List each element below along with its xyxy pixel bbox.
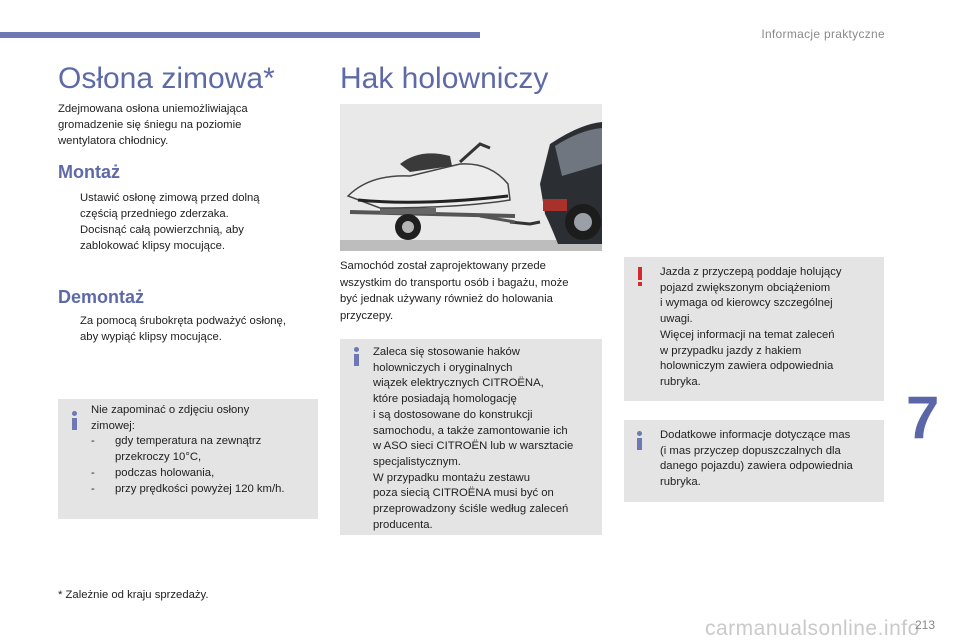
winter-cover-info-box [58, 399, 318, 519]
removal-step-1: Za pomocą śrubokręta podważyć osłonę, aby wypiąć klipsy mocujące. [80, 315, 286, 343]
car-with-jetski-trailer-image [340, 104, 602, 251]
winter-cover-info-text: Nie zapominać o zdjęciu osłony zimowej: - gdy temperatura na zewnątrz przekroczy 10°C, - podczas holowania, - przy prędkości powyżej 120 km/h. [91, 404, 285, 495]
towbar-warning-box [624, 257, 884, 401]
towbar-extra-info-text: Dodatkowe informacje dotyczące mas (i mas przyczep dopuszczalnych dla danego pojazdu) zawiera odpowiednia rubryka. [660, 429, 853, 489]
section-label: Informacje praktyczne [761, 27, 885, 41]
mounting-heading: Montaż [58, 162, 120, 182]
towbar-warning-text: Jazda z przyczepą poddaje holujący pojazd zwiększonym obciążeniom i wymaga od kierowcy szczególnej uwagi. Więcej informacji na temat zaleceń w przypadku jazdy z hakiem holowniczym zawiera odpowiednia rubryka. [660, 266, 842, 388]
mounting-step-1: Ustawić osłonę zimową przed dolną częścią przedniego zderzaka. [80, 192, 260, 220]
towbar-illustration [340, 104, 602, 251]
winter-cover-intro: Zdejmowana osłona uniemożliwiająca gromadzenie się śniegu na poziomie wentylatora chłodnicy. [58, 103, 248, 147]
mounting-step-2: Docisnąć całą powierzchnią, aby zablokować klipsy mocujące. [80, 224, 244, 252]
chapter-number: 7 [906, 384, 940, 451]
towbar-extra-info-box [624, 420, 884, 502]
footnote: * Zależnie od kraju sprzedaży. [58, 589, 209, 601]
removal-heading: Demontaż [58, 287, 145, 307]
watermark: carmanualsonline.info [705, 617, 920, 640]
towbar-info-box [340, 339, 602, 535]
towbar-title: Hak holowniczy [340, 62, 549, 95]
header-accent-bar [0, 32, 480, 38]
winter-cover-title: Osłona zimowa* [58, 62, 275, 95]
towbar-info-text: Zaleca się stosowanie haków holowniczych i oryginalnych wiązek elektrycznych CITROËNA, które posiadają homologację i są dostosowane do konstrukcji samochodu, a także zamontowanie ich w ASO sieci CITROËN lub w warsztacie specjalistycznym. W przypadku montażu zestawu poza siecią CITROËNA musi być on przeprowadzony ściśle według zaleceń producenta. [373, 346, 574, 531]
page-number: 213 [915, 618, 936, 632]
towbar-intro: Samochód został zaprojektowany przede wszystkim do transportu osób i bagażu, może być jednak używany również do holowania przyczepy. [340, 260, 569, 322]
